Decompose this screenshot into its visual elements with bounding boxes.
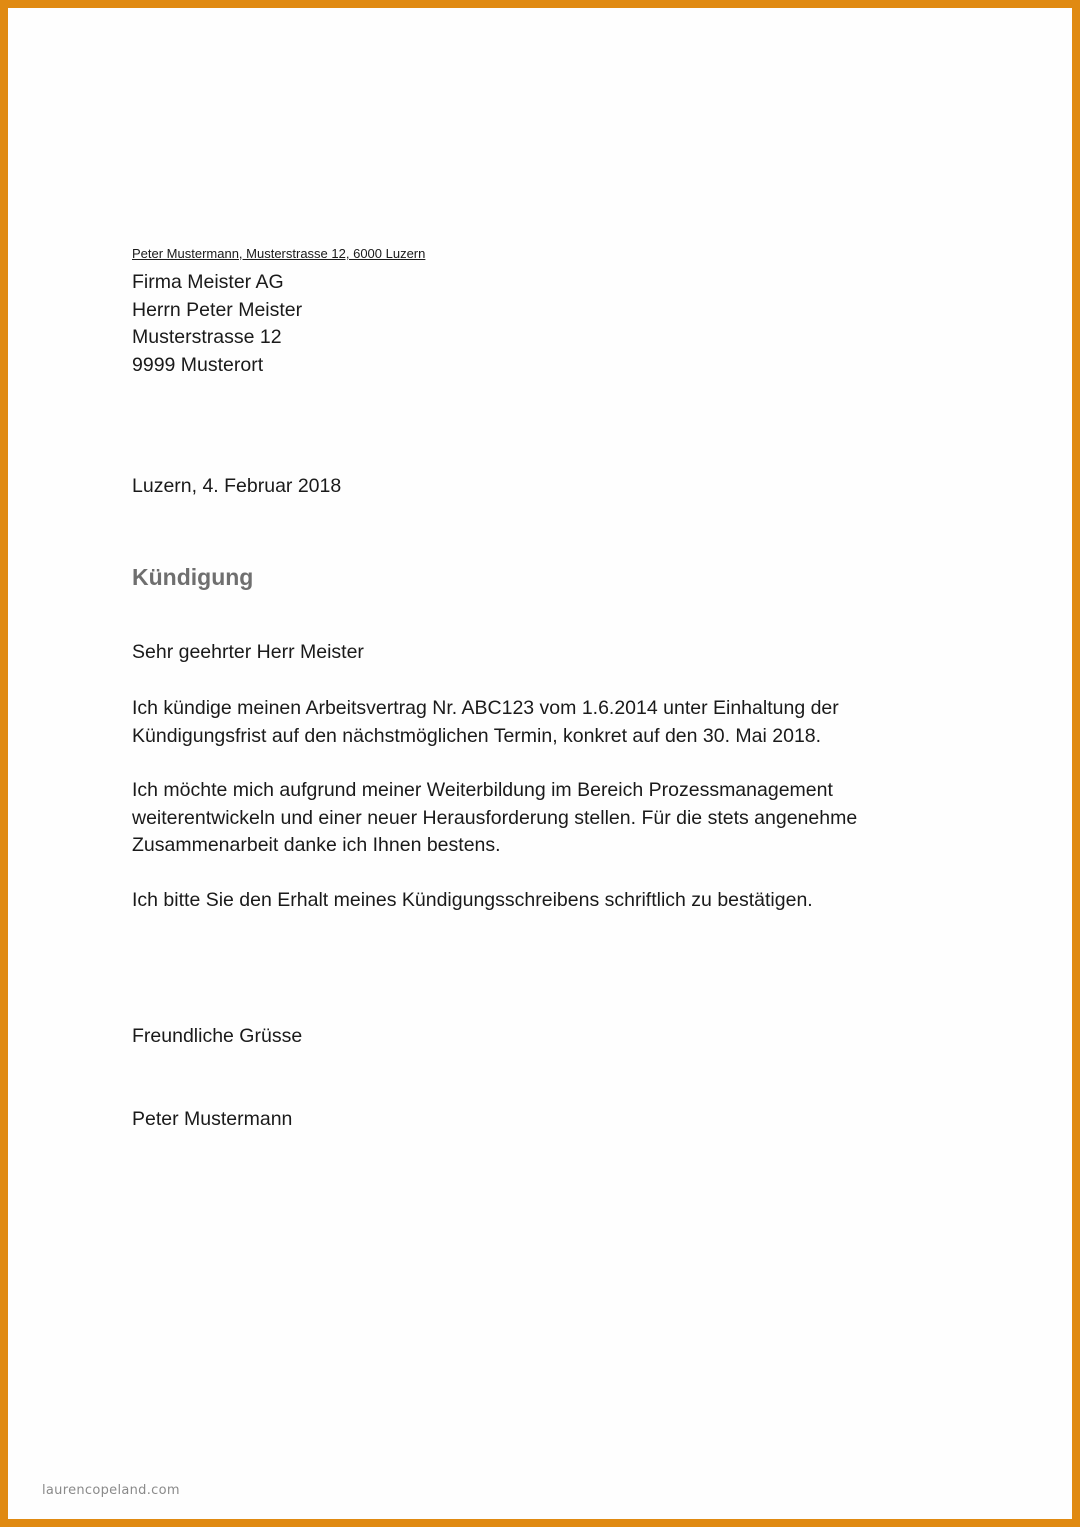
body-paragraph-1 (132, 695, 932, 750)
signature-name: Peter Mustermann (132, 1108, 293, 1130)
body-paragraph-2 (132, 777, 932, 860)
closing-phrase: Freundliche Grüsse (132, 1025, 303, 1047)
salutation: Sehr geehrter Herr Meister (132, 641, 364, 663)
recipient-address (132, 269, 302, 380)
watermark: laurencopeland.com (42, 1483, 180, 1498)
letter-date: Luzern, 4. Februar 2018 (132, 475, 342, 497)
text-line: Ich bitte Sie den Erhalt meines Kündigungsschreibens schriftlich zu bestätigen. (132, 889, 813, 911)
text-line: weiterentwickeln und einer neuer Herausforderung stellen. Für die stets angenehme (132, 806, 858, 829)
recipient-person: Herrn Peter Meister (132, 298, 303, 321)
text-line: Kündigungsfrist auf den nächstmöglichen Termin, konkret auf den 30. Mai 2018. (132, 724, 822, 747)
recipient-street: Musterstrasse 12 (132, 326, 282, 349)
recipient-city: 9999 Musterort (132, 354, 264, 377)
text-line: Ich möchte mich aufgrund meiner Weiterbildung im Bereich Prozessmanagement (132, 779, 833, 801)
letter-subject: Kündigung (132, 564, 254, 590)
recipient-company: Firma Meister AG (132, 271, 284, 293)
sender-return-address: Peter Mustermann, Musterstrasse 12, 6000 Luzern (132, 246, 426, 261)
text-line: Ich kündige meinen Arbeitsvertrag Nr. ABC123 vom 1.6.2014 unter Einhaltung der (132, 697, 839, 719)
text-line: Zusammenarbeit danke ich Ihnen bestens. (132, 834, 501, 856)
body-paragraph-3 (132, 887, 932, 915)
